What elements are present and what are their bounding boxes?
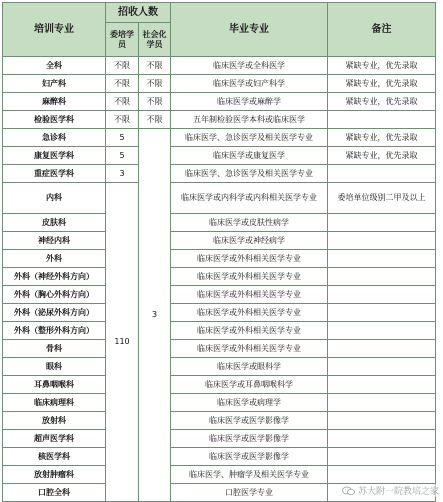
remarks-cell bbox=[328, 412, 436, 430]
remarks-cell bbox=[328, 268, 436, 286]
social-cell: 不限 bbox=[139, 57, 171, 75]
table-row bbox=[3, 466, 436, 484]
remarks-cell bbox=[328, 466, 436, 484]
table-row bbox=[3, 322, 436, 340]
header-graduate-major: 毕业专业 bbox=[171, 3, 328, 57]
graduate-major-cell: 临床医学或外科相关医学专业 bbox=[171, 268, 328, 286]
specialty-cell: 妇产科 bbox=[3, 75, 106, 93]
table-row bbox=[3, 183, 436, 214]
graduate-major-cell: 临床医学或医学影像学 bbox=[171, 430, 328, 448]
header-quota: 招收人数 bbox=[106, 3, 171, 23]
graduate-major-cell: 口腔医学专业 bbox=[171, 484, 328, 502]
table-row bbox=[3, 412, 436, 430]
specialty-cell: 内科 bbox=[3, 183, 106, 214]
watermark bbox=[342, 484, 439, 497]
graduate-major-cell: 临床医学或耳鼻咽喉科学 bbox=[171, 376, 328, 394]
graduate-major-cell: 临床医学或外科相关医学专业 bbox=[171, 250, 328, 268]
table-row bbox=[3, 232, 436, 250]
graduate-major-cell: 临床医学或医学影像学 bbox=[171, 448, 328, 466]
graduate-major-cell: 临床医学或内科学或内科相关医学专业 bbox=[171, 183, 328, 214]
specialty-cell: 骨科 bbox=[3, 340, 106, 358]
graduate-major-cell: 临床医学或病理学 bbox=[171, 394, 328, 412]
table-row bbox=[3, 268, 436, 286]
header-remarks: 备注 bbox=[328, 3, 436, 57]
commissioned-total-cell: 110 bbox=[106, 183, 139, 502]
graduate-major-cell: 临床医学、急诊医学及相关医学专业 bbox=[171, 129, 328, 147]
specialty-cell: 超声医学科 bbox=[3, 430, 106, 448]
commissioned-cell: 不限 bbox=[106, 75, 139, 93]
graduate-major-cell: 临床医学、急诊医学及相关医学专业 bbox=[171, 165, 328, 183]
specialty-cell: 眼科 bbox=[3, 358, 106, 376]
commissioned-cell: 不限 bbox=[106, 111, 139, 129]
table-row bbox=[3, 340, 436, 358]
social-cell: 不限 bbox=[139, 93, 171, 111]
commissioned-cell: 3 bbox=[106, 165, 139, 183]
specialty-cell: 耳鼻咽喉科 bbox=[3, 376, 106, 394]
remarks-cell bbox=[328, 322, 436, 340]
remarks-cell: 紧缺专业，优先录取 bbox=[328, 129, 436, 147]
commissioned-cell: 5 bbox=[106, 129, 139, 147]
specialty-cell: 检验医学科 bbox=[3, 111, 106, 129]
remarks-cell bbox=[328, 111, 436, 129]
table-row bbox=[3, 394, 436, 412]
specialty-cell: 放射肿瘤科 bbox=[3, 466, 106, 484]
remarks-cell bbox=[328, 286, 436, 304]
remarks-cell bbox=[328, 165, 436, 183]
remarks-cell: 紧缺专业，优先录取 bbox=[328, 93, 436, 111]
table-row bbox=[3, 448, 436, 466]
commissioned-cell: 不限 bbox=[106, 93, 139, 111]
graduate-major-cell: 五年制检验医学本科或临床医学 bbox=[171, 111, 328, 129]
remarks-cell bbox=[328, 214, 436, 232]
table-row bbox=[3, 376, 436, 394]
remarks-cell bbox=[328, 430, 436, 448]
graduate-major-cell: 临床医学或外科相关医学专业 bbox=[171, 322, 328, 340]
table-body bbox=[3, 57, 436, 502]
commissioned-cell: 不限 bbox=[106, 57, 139, 75]
graduate-major-cell: 临床医学或妇产科学 bbox=[171, 75, 328, 93]
table-row bbox=[3, 286, 436, 304]
specialty-cell: 外科（整形外科方向） bbox=[3, 322, 106, 340]
specialty-cell: 神经内科 bbox=[3, 232, 106, 250]
remarks-cell bbox=[328, 448, 436, 466]
training-quota-table bbox=[2, 2, 436, 502]
graduate-major-cell: 临床医学或医学影像学 bbox=[171, 412, 328, 430]
remarks-cell: 紧缺专业，优先录取 bbox=[328, 75, 436, 93]
header-social: 社会化学员 bbox=[139, 23, 171, 57]
specialty-cell: 临床病理科 bbox=[3, 394, 106, 412]
specialty-cell: 核医学科 bbox=[3, 448, 106, 466]
table-row bbox=[3, 129, 436, 147]
remarks-cell bbox=[328, 232, 436, 250]
specialty-cell: 外科（泌尿外科方向） bbox=[3, 304, 106, 322]
specialty-cell: 康复医学科 bbox=[3, 147, 106, 165]
wechat-icon bbox=[342, 486, 355, 496]
table-row bbox=[3, 93, 436, 111]
specialty-cell: 放射科 bbox=[3, 412, 106, 430]
header-major: 培训专业 bbox=[3, 3, 106, 57]
remarks-cell bbox=[328, 376, 436, 394]
commissioned-cell: 5 bbox=[106, 147, 139, 165]
graduate-major-cell: 临床医学、肿瘤学及相关医学专业 bbox=[171, 466, 328, 484]
graduate-major-cell: 临床医学或皮肤性病学 bbox=[171, 214, 328, 232]
remarks-cell bbox=[328, 358, 436, 376]
graduate-major-cell: 临床医学或康复医学 bbox=[171, 147, 328, 165]
table-row bbox=[3, 214, 436, 232]
graduate-major-cell: 临床医学或眼科学 bbox=[171, 358, 328, 376]
watermark-text: 苏大附一院教培之家 bbox=[357, 487, 439, 497]
table-row bbox=[3, 304, 436, 322]
specialty-cell: 外科（神经外科方向） bbox=[3, 268, 106, 286]
remarks-cell bbox=[328, 394, 436, 412]
graduate-major-cell: 临床医学或麻醉学 bbox=[171, 93, 328, 111]
social-cell: 不限 bbox=[139, 111, 171, 129]
table-row bbox=[3, 75, 436, 93]
remarks-cell: 紧缺专业，优先录取 bbox=[328, 147, 436, 165]
remarks-cell bbox=[328, 250, 436, 268]
specialty-cell: 口腔全科 bbox=[3, 484, 106, 502]
graduate-major-cell: 临床医学或外科相关医学专业 bbox=[171, 340, 328, 358]
table-row bbox=[3, 111, 436, 129]
social-cell: 不限 bbox=[139, 75, 171, 93]
remarks-cell bbox=[328, 304, 436, 322]
specialty-cell: 外科（胸心外科方向） bbox=[3, 286, 106, 304]
specialty-cell: 全科 bbox=[3, 57, 106, 75]
graduate-major-cell: 临床医学或外科相关医学专业 bbox=[171, 286, 328, 304]
specialty-cell: 急诊科 bbox=[3, 129, 106, 147]
specialty-cell: 麻醉科 bbox=[3, 93, 106, 111]
table-row bbox=[3, 165, 436, 183]
graduate-major-cell: 临床医学或外科相关医学专业 bbox=[171, 304, 328, 322]
graduate-major-cell: 临床医学或神经病学 bbox=[171, 232, 328, 250]
table-row bbox=[3, 358, 436, 376]
graduate-major-cell: 临床医学或全科医学 bbox=[171, 57, 328, 75]
table-row bbox=[3, 147, 436, 165]
remarks-cell: 委培单位级别二甲及以上 bbox=[328, 183, 436, 214]
header-commissioned: 委培学员 bbox=[106, 23, 139, 57]
specialty-cell: 皮肤科 bbox=[3, 214, 106, 232]
table-row bbox=[3, 57, 436, 75]
table-row bbox=[3, 430, 436, 448]
social-total-cell: 3 bbox=[139, 129, 171, 502]
remarks-cell: 紧缺专业，优先录取 bbox=[328, 57, 436, 75]
remarks-cell bbox=[328, 340, 436, 358]
specialty-cell: 外科 bbox=[3, 250, 106, 268]
table-row bbox=[3, 250, 436, 268]
specialty-cell: 重症医学科 bbox=[3, 165, 106, 183]
